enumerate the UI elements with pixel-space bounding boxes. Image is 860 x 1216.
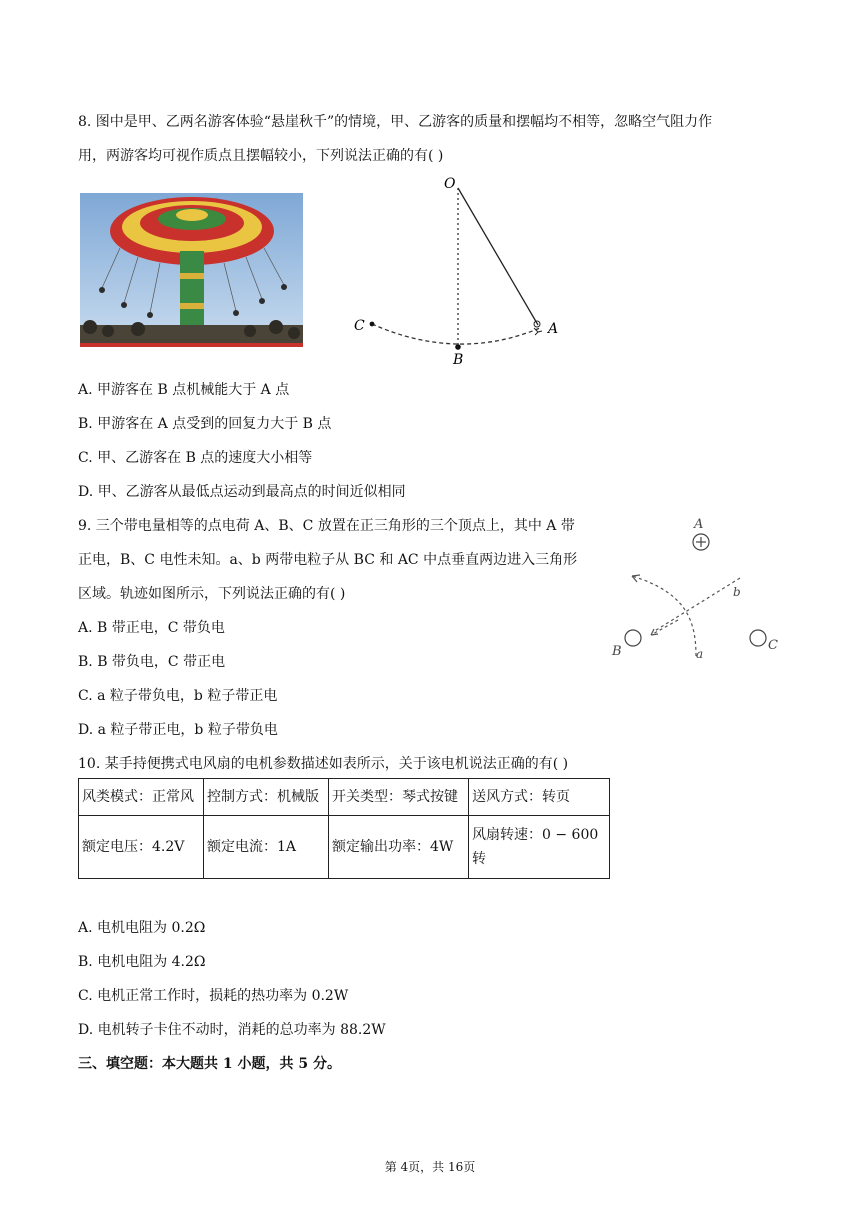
point-c	[370, 322, 375, 327]
trajectory-a-arrow-icon	[632, 575, 640, 582]
pendulum-diagram	[350, 170, 580, 374]
q10-option-d: D. 电机转子卡住不动时，消耗的总功率为 88.2W	[78, 1022, 386, 1038]
q9-option-b: B. B 带负电，C 带正电	[78, 654, 226, 670]
pendulum-string	[458, 188, 538, 325]
q10-option-a: A. 电机电阻为 0.2Ω	[78, 920, 206, 936]
swing-rider-icon	[534, 321, 542, 335]
table-cell: 控制方式：机械版	[204, 779, 329, 816]
label-a: A	[548, 321, 559, 337]
table-cell: 额定输出功率：4W	[329, 816, 469, 879]
charge-label-a: A	[694, 517, 704, 532]
q9-stem-line1: 9. 三个带电量相等的点电荷 A、B、C 放置在正三角形的三个顶点上，其中 A 带	[78, 518, 575, 534]
table-cell: 开关类型：琴式按键	[329, 779, 469, 816]
label-o: O	[444, 176, 456, 192]
q9-option-d: D. a 粒子带正电，b 粒子带负电	[78, 722, 278, 738]
q8-option-a: A. 甲游客在 B 点机械能大于 A 点	[78, 382, 290, 398]
q8-option-b: B. 甲游客在 A 点受到的回复力大于 B 点	[78, 416, 332, 432]
swing-arc	[372, 324, 540, 344]
q8-stem-line2: 用，两游客均可视作质点且摆幅较小，下列说法正确的有( )	[78, 148, 444, 164]
charge-b-circle	[625, 630, 641, 646]
q10-option-c: C. 电机正常工作时，损耗的热功率为 0.2W	[78, 988, 349, 1004]
section-heading: 三、填空题：本大题共 1 小题，共 5 分。	[78, 1056, 341, 1072]
trajectory-label-a: a	[696, 647, 704, 661]
q9-option-a: A. B 带正电，C 带负电	[78, 620, 225, 636]
motor-spec-table	[78, 778, 610, 879]
table-row	[79, 779, 610, 816]
table-cell: 额定电压：4.2V	[79, 816, 204, 879]
trajectory-b-return	[651, 620, 678, 635]
q8-option-d: D. 甲、乙游客从最低点运动到最高点的时间近似相同	[78, 484, 406, 500]
page-footer: 第 4页，共 16页	[384, 1160, 476, 1174]
table-row	[79, 816, 610, 879]
table-cell: 送风方式：转页	[469, 779, 610, 816]
table-cell: 风类模式：正常风	[79, 779, 204, 816]
charge-label-b: B	[612, 644, 622, 659]
charge-label-c: C	[768, 638, 778, 653]
table-cell: 风扇转速：0 − 600 转	[469, 816, 610, 879]
q9-option-c: C. a 粒子带负电，b 粒子带正电	[78, 688, 278, 704]
positive-charge-icon	[693, 534, 709, 550]
table-cell: 额定电流：1A	[204, 816, 329, 879]
trajectory-a	[632, 576, 696, 656]
label-c: C	[354, 318, 365, 334]
q10-option-b: B. 电机电阻为 4.2Ω	[78, 954, 206, 970]
trajectory-b	[653, 578, 740, 632]
q9-stem-line2: 正电，B、C 电性未知。a、b 两带电粒子从 BC 和 AC 中点垂直两边进入三角形	[78, 552, 578, 568]
q8-option-c: C. 甲、乙游客在 B 点的速度大小相等	[78, 450, 313, 466]
point-b	[455, 344, 461, 350]
trajectory-label-b: b	[733, 585, 741, 599]
label-b: B	[453, 352, 464, 368]
cliff-swing-photo	[80, 193, 303, 347]
charge-c-circle	[750, 630, 766, 646]
q8-stem-line1: 8. 图中是甲、乙两名游客体验“悬崖秋千”的情境，甲、乙游客的质量和摆幅均不相等，忽略空气阻力作	[78, 114, 713, 130]
charge-triangle-diagram	[600, 508, 800, 672]
q9-stem-line3: 区域。轨迹如图所示，下列说法正确的有( )	[78, 586, 346, 602]
q10-stem: 10. 某手持便携式电风扇的电机参数描述如表所示，关于该电机说法正确的有( )	[78, 756, 569, 772]
